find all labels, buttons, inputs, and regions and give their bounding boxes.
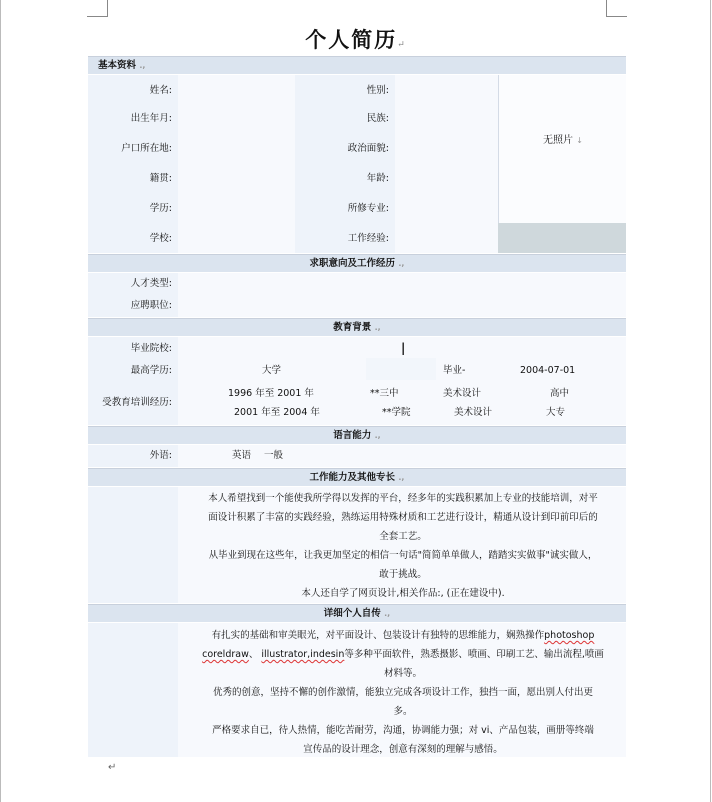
self-eval-line-2: coreldraw、 illustrator,indesin等多种平面软件，熟悉摄影、喷画、印刷工艺、输出流程,喷画 bbox=[202, 649, 604, 660]
label-name: 姓名: bbox=[149, 85, 172, 96]
training-1-level: 高中 bbox=[550, 388, 570, 399]
training-2-level: 大专 bbox=[546, 407, 566, 418]
intent-header-text: 求职意向及工作经历 bbox=[309, 258, 396, 269]
cell-mark: ., bbox=[398, 259, 405, 268]
training-1-major: 美术设计 bbox=[443, 388, 482, 399]
cell-mark: ., bbox=[374, 323, 381, 332]
label-hukou: 户口所在地: bbox=[121, 143, 172, 154]
label-foreign-language: 外语: bbox=[149, 450, 172, 461]
degree-gap-cell[interactable] bbox=[366, 358, 436, 380]
label-school: 学校: bbox=[149, 233, 172, 244]
page-edge-left bbox=[0, 0, 1, 802]
basic-mid-label-column bbox=[295, 75, 395, 253]
skills-section-header bbox=[88, 468, 626, 486]
training-2-major: 美术设计 bbox=[454, 407, 493, 418]
self-eval-line-3: 材料等。 bbox=[383, 668, 422, 679]
training-1-school: **三中 bbox=[370, 388, 399, 399]
skills-header-text: 工作能力及其他专长 bbox=[309, 472, 396, 483]
label-highest-degree: 最高学历: bbox=[130, 365, 172, 376]
resume-title bbox=[0, 24, 712, 54]
label-age: 年龄: bbox=[366, 173, 389, 184]
label-graduate-school: 毕业院校: bbox=[130, 343, 172, 354]
self-eval-paragraph bbox=[182, 626, 624, 759]
label-training-history: 受教育培训经历: bbox=[102, 397, 172, 408]
training-2-period: 2001 年至 2004 年 bbox=[234, 407, 320, 418]
title-text: 个人简历 bbox=[305, 27, 398, 52]
cell-mark: ., bbox=[374, 431, 381, 440]
graduation-label: 毕业- bbox=[443, 365, 466, 376]
self-eval-line-6: 严格要求自已，待人热情，能吃苦耐劳，沟通，协调能力强；对 vi、产品包装，画册等终端 bbox=[212, 725, 594, 736]
label-birth: 出生年月: bbox=[130, 113, 172, 124]
label-ethnicity: 民族: bbox=[366, 113, 389, 124]
self-eval-line-1: 有扎实的基础和审美眼光，对平面设计、包装设计有独特的思维能力，娴熟操作photoshop bbox=[211, 630, 595, 641]
self-eval-line-7: 宣传品的设计理念，创意有深刻的理解与感悟。 bbox=[303, 744, 503, 755]
training-1-period: 1996 年至 2001 年 bbox=[228, 388, 314, 399]
cell-mark: ., bbox=[398, 473, 405, 482]
self-eval-section-header bbox=[88, 604, 626, 622]
skills-paragraph bbox=[182, 489, 624, 603]
skills-line-6: 本人还自学了网页设计,相关作品:, (正在建设中). bbox=[301, 588, 505, 599]
education-header-text: 教育背景 bbox=[333, 322, 372, 333]
photo-text: 无照片 bbox=[543, 135, 573, 146]
self-eval-label-column bbox=[88, 623, 178, 757]
label-work-experience: 工作经验: bbox=[347, 233, 389, 244]
text-cursor: | bbox=[401, 341, 406, 355]
skills-line-2: 面设计积累了丰富的实践经验，熟练运用特殊材质和工艺进行设计，精通从设计到印前印后的 bbox=[208, 512, 598, 523]
skills-line-4: 从毕业到现在这些年，让我更加坚定的相信一句话"简简单单做人，踏踏实实做事"诚实做人， bbox=[208, 550, 598, 561]
language-name: 英语 bbox=[232, 450, 252, 461]
paragraph-mark: ↵ bbox=[397, 40, 407, 50]
label-education: 学历: bbox=[149, 203, 172, 214]
end-paragraph-mark: ↵ bbox=[108, 762, 117, 773]
label-political-status: 政治面貌: bbox=[347, 143, 389, 154]
page-edge-right bbox=[710, 0, 711, 802]
self-eval-line-4: 优秀的创意，坚持不懈的创作激情，能独立完成各项设计工作，独挡一面，愿出别人付出更 bbox=[212, 687, 593, 698]
label-applied-position: 应聘职位: bbox=[130, 300, 172, 311]
skills-line-5: 敢于挑战。 bbox=[379, 569, 427, 580]
basic-mid-value-column[interactable] bbox=[395, 75, 498, 253]
label-major: 所修专业: bbox=[347, 203, 389, 214]
skills-line-3: 全套工艺。 bbox=[379, 531, 427, 542]
basic-header-text: 基本资料 bbox=[98, 60, 137, 71]
basic-left-label-column bbox=[88, 75, 178, 253]
language-header-text: 语言能力 bbox=[333, 430, 372, 441]
language-level: 一般 bbox=[264, 450, 284, 461]
intent-section-header bbox=[88, 254, 626, 272]
skills-line-1: 本人希望找到一个能使我所学得以发挥的平台，经多年的实践积累加上专业的技能培训，对平 bbox=[208, 493, 598, 504]
cell-mark: ., bbox=[384, 609, 391, 618]
education-section-header bbox=[88, 318, 626, 336]
self-eval-line-5: 多。 bbox=[393, 706, 413, 717]
training-2-school: **学院 bbox=[382, 407, 411, 418]
basic-left-value-column[interactable] bbox=[178, 75, 295, 253]
margin-corner-top-right bbox=[606, 0, 627, 17]
margin-corner-top-left bbox=[87, 0, 108, 17]
basic-section-header bbox=[88, 56, 626, 74]
graduation-date: 2004-07-01 bbox=[520, 365, 576, 376]
cell-mark: ., bbox=[139, 61, 146, 70]
degree-value: 大学 bbox=[262, 365, 282, 376]
skills-label-column bbox=[88, 487, 178, 603]
photo-cell[interactable] bbox=[498, 75, 626, 223]
language-section-header bbox=[88, 426, 626, 444]
label-gender: 性别: bbox=[366, 85, 389, 96]
intent-value-column[interactable] bbox=[178, 273, 626, 317]
photo-cell-bottom[interactable] bbox=[498, 223, 626, 253]
self-eval-header-text: 详细个人自传 bbox=[323, 608, 381, 619]
photo-placeholder: 无照片 ↓ bbox=[543, 135, 583, 146]
label-talent-type: 人才类型: bbox=[130, 278, 172, 289]
label-native-place: 籍贯: bbox=[149, 173, 172, 184]
